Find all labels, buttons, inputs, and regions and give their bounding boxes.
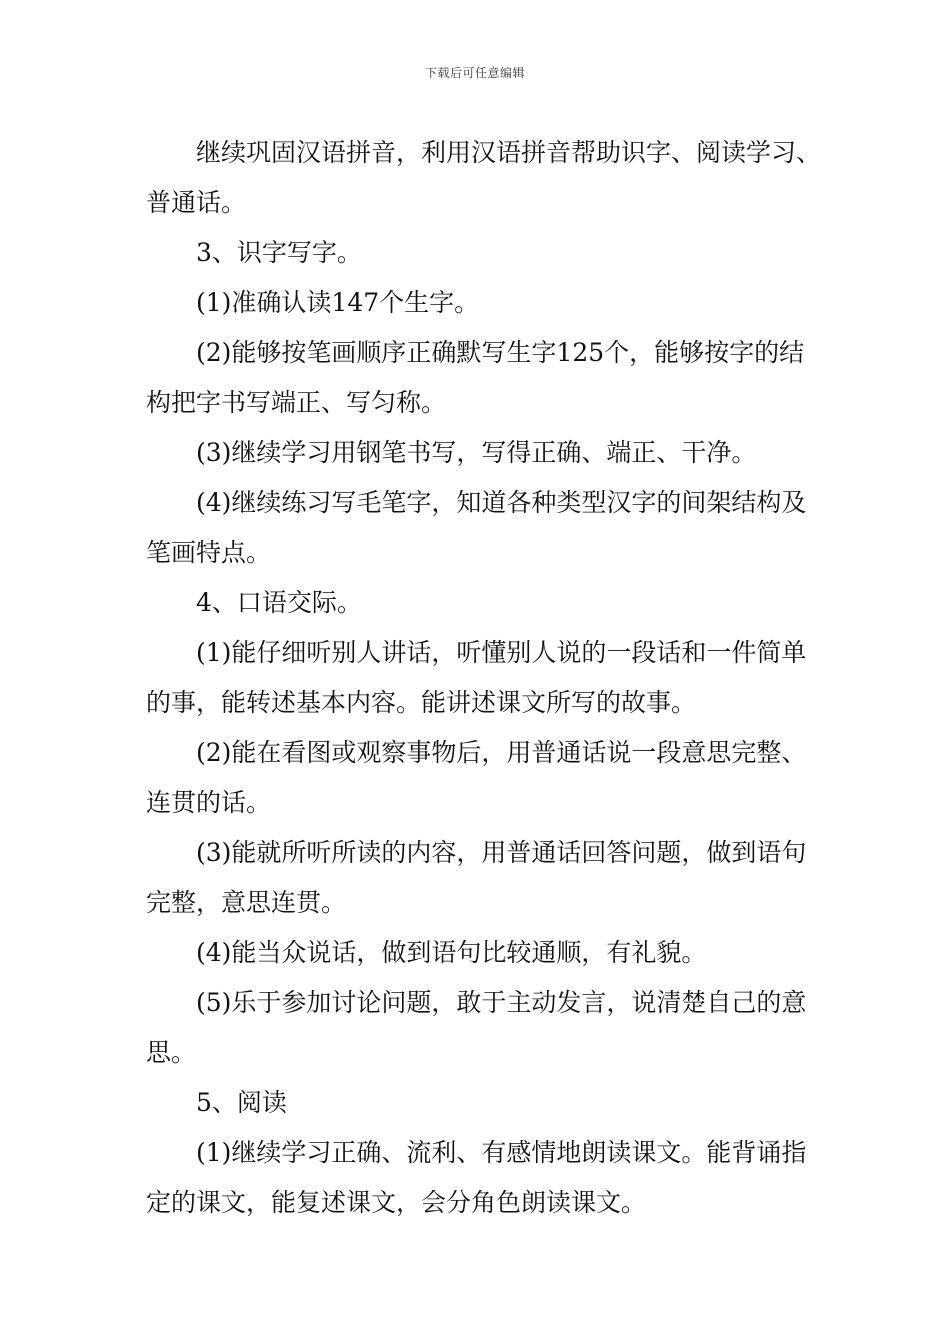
paragraph-oral-5: (5)乐于参加讨论问题，敢于主动发言，说清楚自己的意思。 xyxy=(146,988,807,1067)
document-body xyxy=(146,128,826,1228)
page-header: 下载后可任意编辑 xyxy=(424,66,525,80)
paragraph-literacy-1: (1)准确认读147个生字。 xyxy=(196,288,480,317)
paragraph-literacy-4: (4)继续练习写毛笔字，知道各种类型汉字的间架结构及笔画特点。 xyxy=(146,488,807,567)
paragraph-oral-2: (2)能在看图或观察事物后，用普通话说一段意思完整、连贯的话。 xyxy=(146,738,807,817)
paragraph-reading-1: (1)继续学习正确、流利、有感情地朗读课文。能背诵指定的课文，能复述课文，会分角色朗读课文。 xyxy=(146,1138,807,1217)
paragraph-pinyin: 继续巩固汉语拼音，利用汉语拼音帮助识字、阅读学习、普通话。 xyxy=(146,138,822,217)
paragraph-oral-4: (4)能当众说话，做到语句比较通顺，有礼貌。 xyxy=(196,938,707,967)
paragraph-literacy-3: (3)继续学习用钢笔书写，写得正确、端正、干净。 xyxy=(196,438,757,467)
section-heading-oral: 4、口语交际。 xyxy=(196,588,362,617)
section-heading-reading: 5、阅读 xyxy=(196,1088,287,1117)
paragraph-oral-3: (3)能就所听所读的内容，用普通话回答问题，做到语句完整，意思连贯。 xyxy=(146,838,807,917)
section-heading-literacy: 3、识字写字。 xyxy=(196,238,362,267)
paragraph-literacy-2: (2)能够按笔画顺序正确默写生字125个，能够按字的结构把字书写端正、写匀称。 xyxy=(146,338,805,417)
paragraph-oral-1: (1)能仔细听别人讲话，听懂别人说的一段话和一件简单的事，能转述基本内容。能讲述课文所写的故事。 xyxy=(146,638,807,717)
